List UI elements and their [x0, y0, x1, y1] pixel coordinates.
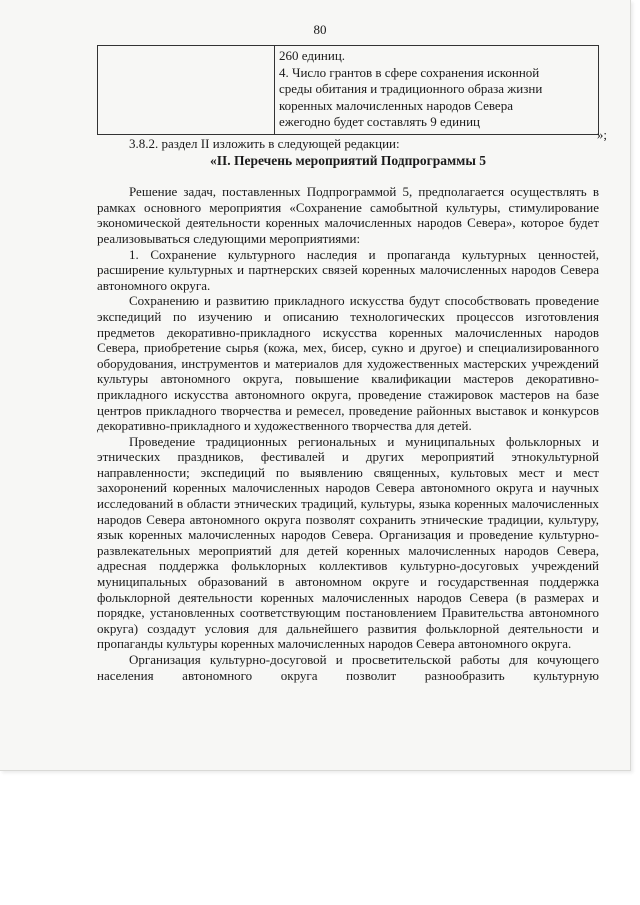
paragraph-nomadic: Организация культурно-досуговой и просветительской работы для кочующего населения автономного округа позволит разнообразить культурную [97, 652, 599, 683]
paragraph-item-1: 1. Сохранение культурного наследия и пропаганда культурных ценностей, расширение культурных и партнерских связей коренных малочисленных народов Севера автономного округа. [97, 246, 599, 293]
paragraph-folklore: Проведение традиционных региональных и муниципальных фольклорных и этнических праздников, фестивалей и других мероприятий этнокультурной направленности; экспедиций по выявлению священных, культовых мест и мест захоронений коренных малочисленных народов Севера автономного округа и научных исследований в области этнических традиций, культуры, языка коренных малочисленных народов Севера автономного округа позволят сохранить этнические традиции, культуру, язык коренных малочисленных народов Севера. Организация и проведение культурно-развлекательных мероприятий для детей коренных малочисленных народов Севера, адресная поддержка фольклорных коллективов культурно-досуговых учреждений муниципальных образований в автономном округе и государственная поддержка фольклорной деятельности коренных малочисленных народов Севера (в размерах и порядке, установленных соответствующим постановлением Правительства автономного округа) создадут условия для дальнейшего развития фольклорной деятельности и пропаганды культуры коренных малочисленных народов Севера автономного округа. [97, 433, 599, 652]
table-line: ежегодно будет составлять 9 единиц [279, 114, 480, 129]
section-heading: «II. Перечень мероприятий Подпрограммы 5 [209, 152, 487, 168]
closing-quote: »; [596, 127, 607, 142]
table-line: 4. Число грантов в сфере сохранения исконной [279, 64, 540, 80]
page-number: 80 [313, 22, 327, 37]
paragraph-applied-art: Сохранению и развитию прикладного искусства будут способствовать проведение экспедиций по изучению и описанию технологических процессов изготовления предметов декоративно-прикладного искусства коренных малочисленных народов Севера, приобретение сырья (кожа, мех, бисер, сукно и другое) и специализированного оборудования, инструментов и материалов для художественных мастерских учреждений культуры автономного округа, повышение квалификации мастеров декоративно-прикладного искусства автономного округа, проведение стажировок мастеров на базе центров прикладного творчества и ремесел, проведение районных выставок и конкурсов декоративно-прикладного и художественного творчества для детей. [97, 293, 599, 434]
table-cell-right [275, 46, 599, 135]
section-instruction: 3.8.2. раздел II изложить в следующей редакции: [129, 136, 400, 151]
table-line: коренных малочисленных народов Севера [279, 97, 513, 113]
table-line: 260 единиц. [279, 48, 346, 63]
continued-table [97, 45, 599, 135]
table-cell-left [98, 46, 275, 135]
table-row [98, 46, 599, 135]
table-line: среды обитания и традиционного образа жизни [279, 81, 543, 96]
paragraph-intro: Решение задач, поставленных Подпрограммой 5, предполагается осуществлять в рамках основного мероприятия «Сохранение самобытной культуры, стимулирование экономической деятельности коренных малочисленных народов Севера», которое будет реализовываться следующими мероприятиями: [97, 184, 599, 246]
document-body [97, 136, 599, 699]
